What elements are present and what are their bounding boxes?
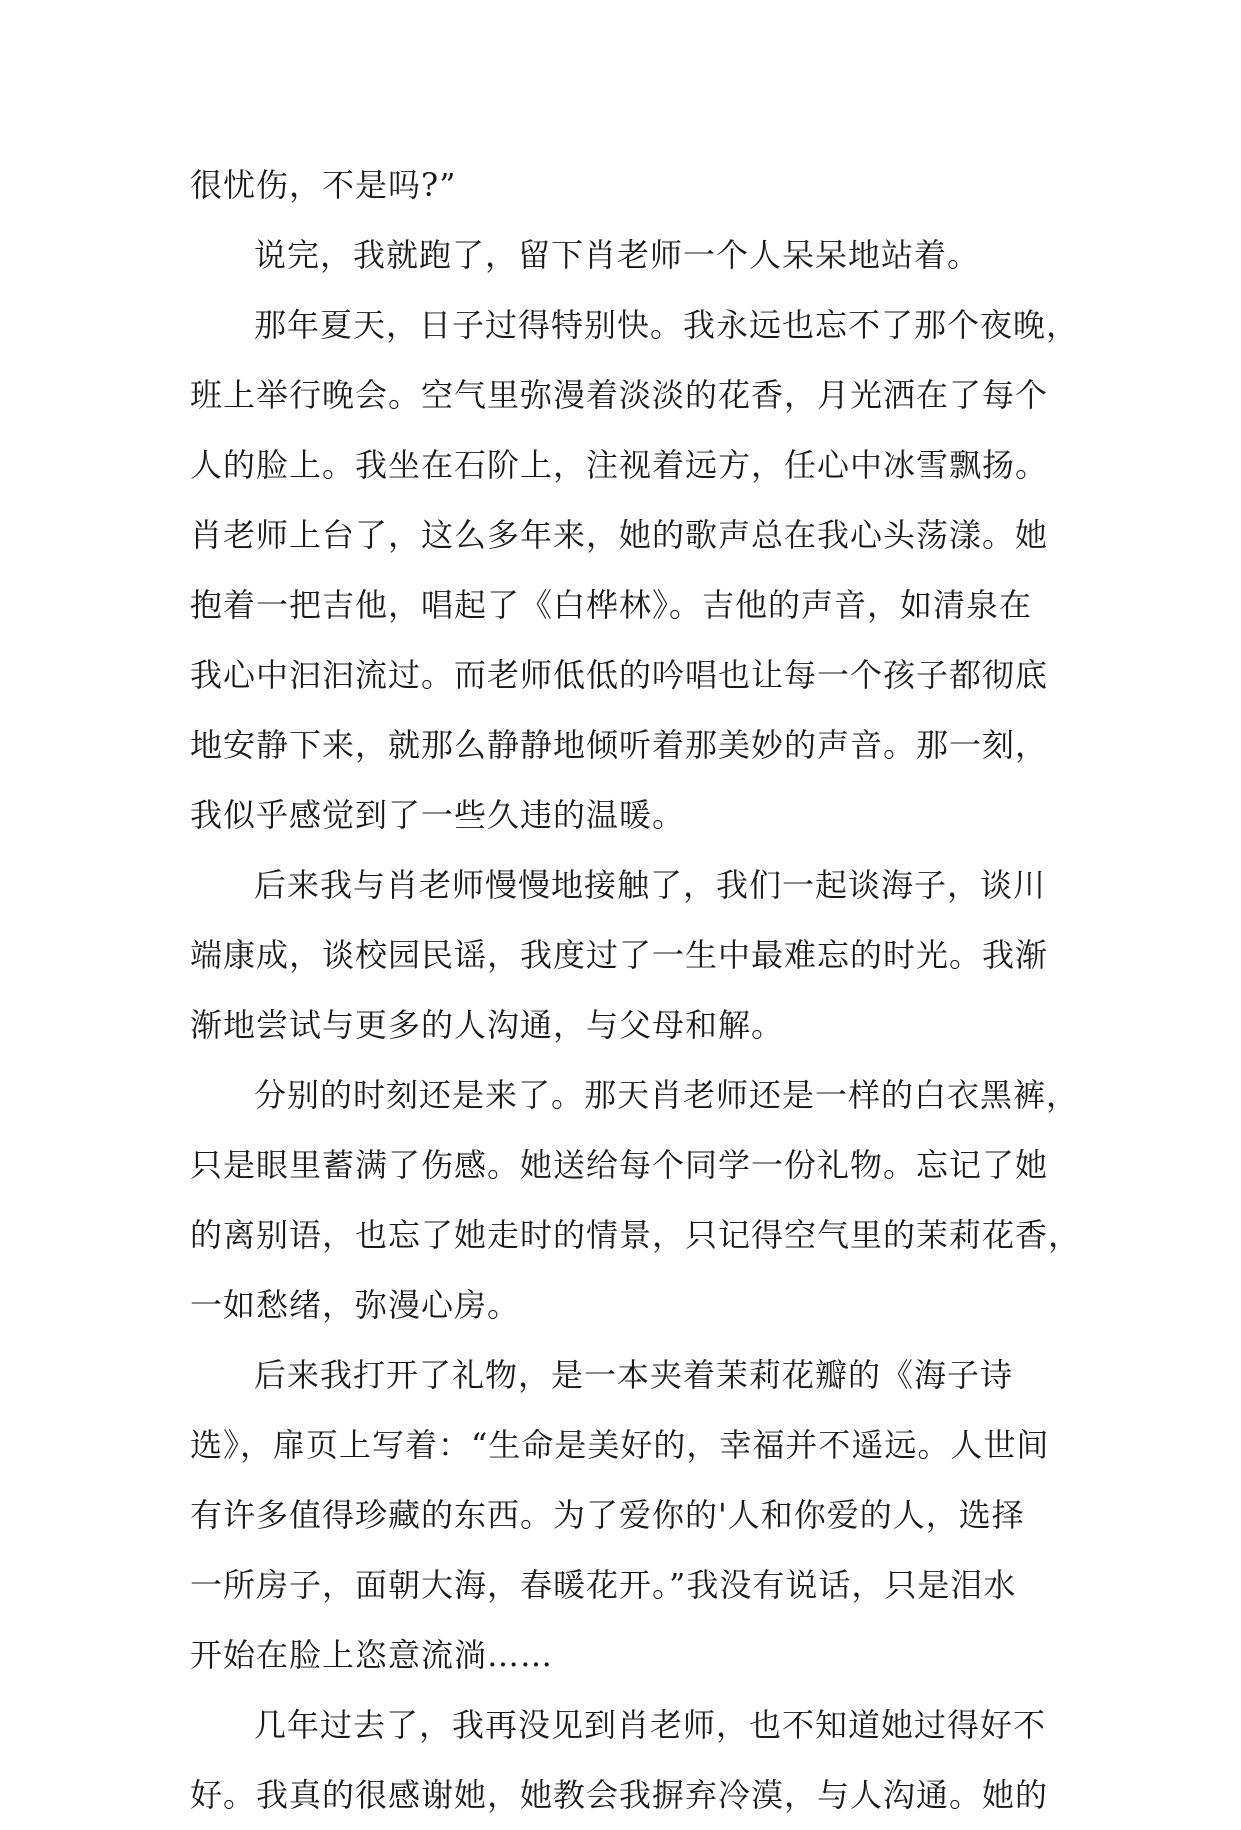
text-line: 分别的时刻还是来了。那天肖老师还是一样的白衣黑裤， [254,1076,1080,1114]
text-line: 渐地尝试与更多的人沟通，与父母和解。 [190,1006,785,1044]
text-line: 一所房子，面朝大海，春暖花开。”我没有说话，只是泪水 [190,1566,1017,1604]
text-line: 后来我打开了礼物，是一本夹着茉莉花瓣的《海子诗 [254,1356,1014,1394]
text-line: 开始在脸上恣意流淌…… [190,1636,554,1674]
text-line: 那年夏天，日子过得特别快。我永远也忘不了那个夜晚， [254,306,1080,344]
text-line: 好。我真的很感谢她，她教会我摒弃冷漠，与人沟通。她的 [190,1776,1049,1814]
text-line: 只是眼里蓄满了伤感。她送给每个同学一份礼物。忘记了她 [190,1146,1049,1184]
text-line: 的离别语，也忘了她走时的情景，只记得空气里的茉莉花香， [190,1216,1082,1254]
text-line: 几年过去了，我再没见到肖老师，也不知道她过得好不 [254,1706,1047,1744]
text-line: 选》，扉页上写着：“生命是美好的，幸福并不遥远。人世间 [190,1426,1050,1464]
text-line: 端康成，谈校园民谣，我度过了一生中最难忘的时光。我渐 [190,936,1049,974]
text-line: 很忧伤，不是吗?” [190,166,457,204]
text-line: 班上举行晚会。空气里弥漫着淡淡的花香，月光洒在了每个 [190,376,1049,414]
document-body [190,150,1082,1830]
text-line: 我似乎感觉到了一些久违的温暖。 [190,796,686,834]
text-line: 一如愁绪，弥漫心房。 [190,1286,521,1324]
text-line: 有许多值得珍藏的东西。为了爱你的'人和你爱的人，选择 [190,1496,1025,1534]
text-line: 地安静下来，就那么静静地倾听着那美妙的声音。那一刻， [190,726,1049,764]
text-line: 后来我与肖老师慢慢地接触了，我们一起谈海子，谈川 [254,866,1047,904]
text-line: 抱着一把吉他，唱起了《白桦林》。吉他的声音，如清泉在 [190,586,1033,624]
text-line: 说完，我就跑了，留下肖老师一个人呆呆地站着。 [254,236,981,274]
text-line: 人的脸上。我坐在石阶上，注视着远方，任心中冰雪飘扬。 [190,446,1049,484]
text-line: 肖老师上台了，这么多年来，她的歌声总在我心头荡漾。她 [190,516,1049,554]
text-line: 我心中汩汩流过。而老师低低的吟唱也让每一个孩子都彻底 [190,656,1049,694]
